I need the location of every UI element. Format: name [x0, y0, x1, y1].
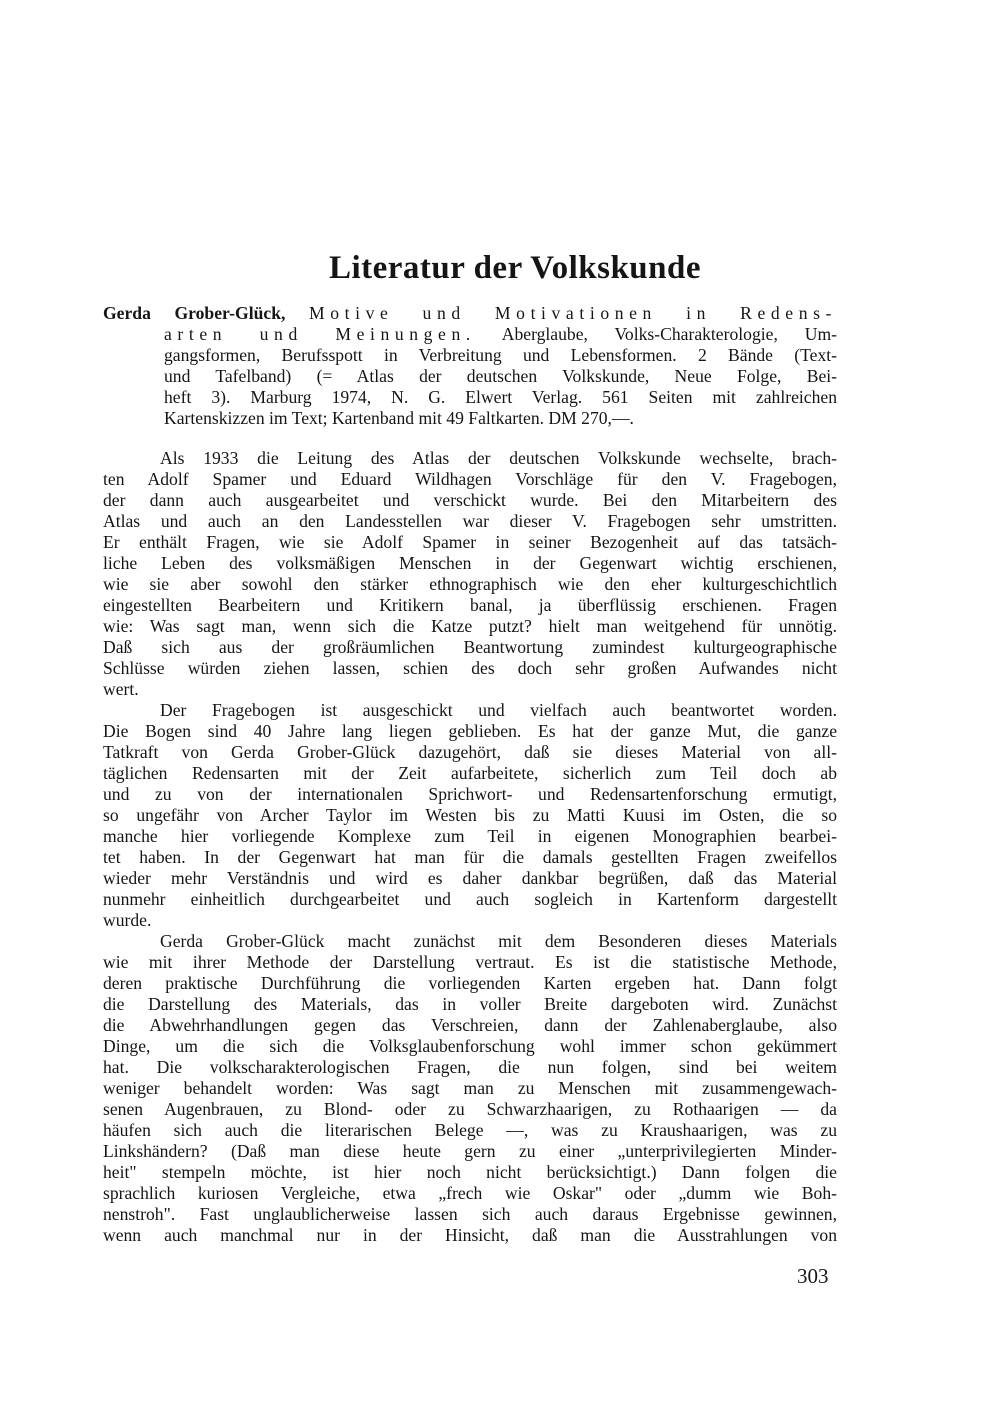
bibliography-line — [103, 303, 837, 324]
paragraph-line: Linkshändern? (Daß man diese heute gern zu einer „unterprivilegierten Minder- — [103, 1141, 837, 1161]
paragraph-line: senen Augenbrauen, zu Blond- oder zu Schwarzhaarigen, zu Rothaarigen — da — [103, 1099, 837, 1119]
paragraph-line: manche hier vorliegende Komplexe zum Teil in eigenen Monographien bearbei- — [103, 826, 837, 846]
paragraph-line: liche Leben des volksmäßigen Menschen in der Gegenwart wichtig erschienen, — [103, 553, 837, 573]
paragraph-line: täglichen Redensarten mit der Zeit aufarbeitete, sicherlich zum Teil doch ab — [103, 763, 837, 783]
review-author: Gerda Grober-Glück, — [103, 303, 286, 323]
paragraph-line: häufen sich auch die literarischen Belege —, was zu Kraushaarigen, was zu — [103, 1120, 837, 1140]
paragraph-line: tet haben. In der Gegenwart hat man für die damals gestellten Fragen zweifellos — [103, 847, 837, 867]
paragraph-line: sprachlich kuriosen Vergleiche, etwa „frech wie Oskar" oder „dumm wie Boh- — [103, 1183, 837, 1203]
paragraph-line: Gerda Grober-Glück macht zunächst mit dem Besonderen dieses Materials — [160, 931, 837, 951]
paragraph-line: nunmehr einheitlich durchgearbeitet und auch sogleich in Kartenform dargestellt — [103, 889, 837, 909]
paragraph-line: der dann auch ausgearbeitet und verschickt wurde. Bei den Mitarbeitern des — [103, 490, 837, 510]
bibliography-line: und Tafelband) (= Atlas der deutschen Volkskunde, Neue Folge, Bei- — [164, 366, 837, 386]
work-title: arten und Meinungen. — [164, 324, 476, 344]
paragraph-line: weniger behandelt worden: Was sagt man zu Menschen mit zusammengewach- — [103, 1078, 837, 1098]
page-title: Literatur der Volkskunde — [328, 250, 702, 286]
paragraph-line: die Abwehrhandlungen gegen das Verschreien, dann der Zahlenaberglaube, also — [103, 1015, 837, 1035]
bibliography-text: Aberglaube, Volks-Charakterologie, Um- — [475, 324, 837, 344]
paragraph-line: Dinge, um die sich die Volksglaubenforschung wohl immer schon gekümmert — [103, 1036, 837, 1056]
paragraph-line: Als 1933 die Leitung des Atlas der deutschen Volkskunde wechselte, brach- — [160, 448, 837, 468]
paragraph-line: wert. — [103, 679, 139, 699]
bibliography-line: Kartenskizzen im Text; Kartenband mit 49 Faltkarten. DM 270,—. — [164, 408, 634, 428]
bibliography-line: heft 3). Marburg 1974, N. G. Elwert Verlag. 561 Seiten mit zahlreichen — [164, 387, 837, 407]
work-title: Motive und Motivationen in Redens- — [308, 303, 837, 323]
paragraph-line: Die Bogen sind 40 Jahre lang liegen geblieben. Es hat der ganze Mut, die ganze — [103, 721, 837, 741]
paragraph-line: wie: Was sagt man, wenn sich die Katze putzt? hielt man weitgehend für unnötig. — [103, 616, 837, 636]
paragraph-line: wenn auch manchmal nur in der Hinsicht, daß man die Ausstrahlungen von — [103, 1225, 837, 1245]
paragraph-line: heit" stempeln möchte, ist hier noch nicht berücksichtigt.) Dann folgen die — [103, 1162, 837, 1182]
paragraph-line: deren praktische Durchführung die vorliegenden Karten ergeben hat. Dann folgt — [103, 973, 837, 993]
paragraph-line: wie sie aber sowohl den stärker ethnographisch wie den eher kulturgeschichtlich — [103, 574, 837, 594]
page-number: 303 — [797, 1264, 829, 1288]
paragraph-line: und zu von der internationalen Sprichwort- und Redensartenforschung ermutigt, — [103, 784, 837, 804]
paragraph-line: wieder mehr Verständnis und wird es daher dankbar begrüßen, daß das Material — [103, 868, 837, 888]
paragraph-line: so ungefähr von Archer Taylor im Westen bis zu Matti Kuusi im Osten, die so — [103, 805, 837, 825]
paragraph-line: Der Fragebogen ist ausgeschickt und vielfach auch beantwortet worden. — [160, 700, 837, 720]
bibliography-line: gangsformen, Berufsspott in Verbreitung und Lebensformen. 2 Bände (Text- — [164, 345, 837, 365]
paragraph-line: die Darstellung des Materials, das in voller Breite dargeboten wird. Zunächst — [103, 994, 837, 1014]
paragraph-line: hat. Die volkscharakterologischen Fragen, die nun folgen, sind bei weitem — [103, 1057, 837, 1077]
paragraph-line: eingestellten Bearbeitern und Kritikern banal, ja überflüssig erschienen. Fragen — [103, 595, 837, 615]
paragraph-line: Daß sich aus der großräumlichen Beantwortung zumindest kulturgeographische — [103, 637, 837, 657]
paragraph-line: nenstroh". Fast unglaublicherweise lassen sich auch daraus Ergebnisse gewinnen, — [103, 1204, 837, 1224]
paragraph-line: Er enthält Fragen, wie sie Adolf Spamer in seiner Bezogenheit auf das tatsäch- — [103, 532, 837, 552]
paragraph-line: wie mit ihrer Methode der Darstellung vertraut. Es ist die statistische Methode, — [103, 952, 837, 972]
paragraph-line: Tatkraft von Gerda Grober-Glück dazugehört, daß sie dieses Material von all- — [103, 742, 837, 762]
paragraph-line: Schlüsse würden ziehen lassen, schien des doch sehr großen Aufwandes nicht — [103, 658, 837, 678]
paragraph-line: ten Adolf Spamer und Eduard Wildhagen Vorschläge für den V. Fragebogen, — [103, 469, 837, 489]
paragraph-line: Atlas und auch an den Landesstellen war dieser V. Fragebogen sehr umstritten. — [103, 511, 837, 531]
paragraph-line: wurde. — [103, 910, 152, 930]
bibliography-line — [164, 324, 837, 345]
